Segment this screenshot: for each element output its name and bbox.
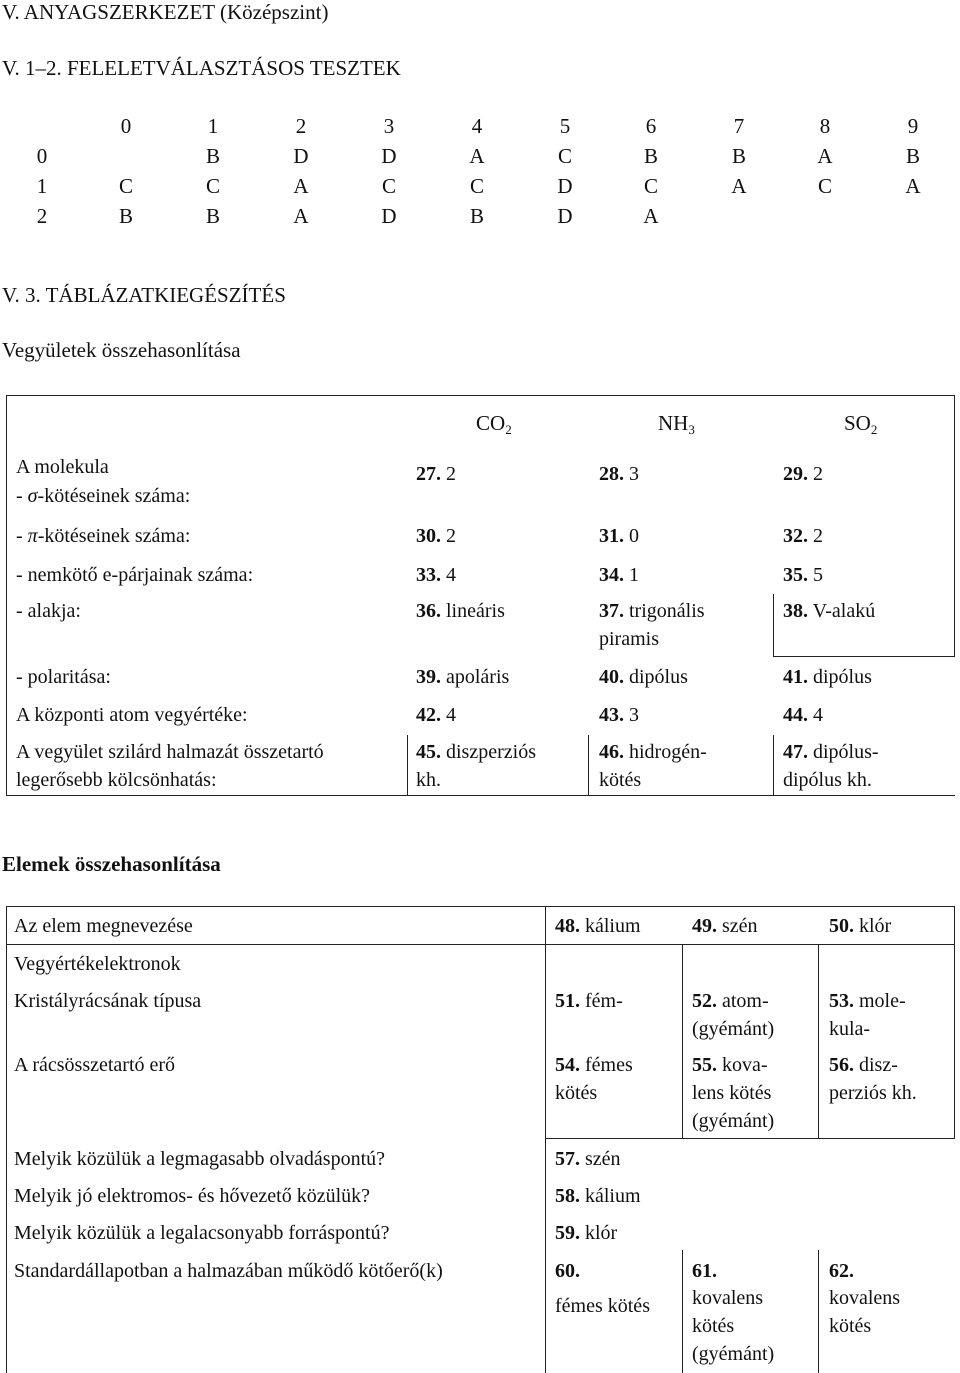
grid-header: 9 bbox=[907, 114, 919, 138]
elements-heading: Elemek összehasonlítása bbox=[2, 852, 221, 876]
grid-header: 3 bbox=[383, 114, 395, 138]
grid-cell: B bbox=[118, 204, 133, 228]
grid-cell: D bbox=[557, 174, 573, 198]
cell: 38. V-alakú bbox=[783, 600, 876, 622]
grid-cell: D bbox=[293, 144, 309, 168]
page-title: V. ANYAGSZERKEZET (Középszint) bbox=[2, 0, 329, 24]
row-label-shape: - alakja: bbox=[16, 600, 81, 622]
grid-cell: D bbox=[381, 144, 397, 168]
cell: 60. bbox=[555, 1260, 580, 1282]
cell: 52. atom- bbox=[692, 990, 769, 1012]
grid-header: 4 bbox=[471, 114, 483, 138]
cell: 50. klór bbox=[829, 915, 892, 937]
grid-header: 2 bbox=[295, 114, 307, 138]
grid-cell: A bbox=[293, 204, 309, 228]
cell-line2: kötés bbox=[555, 1082, 598, 1104]
cell-line2: kovalens bbox=[829, 1287, 901, 1309]
grid-cell: A bbox=[731, 174, 747, 198]
cell-line2: kula- bbox=[829, 1018, 871, 1040]
row-label-molecule: A molekula bbox=[16, 456, 109, 478]
row-label-pi: - π-kötéseinek száma: bbox=[16, 525, 191, 547]
cell: 44. 4 bbox=[783, 704, 823, 726]
grid-cell: B bbox=[731, 144, 746, 168]
row-label: Az elem megnevezése bbox=[14, 915, 193, 937]
grid-cell: B bbox=[905, 144, 920, 168]
cell: 31. 0 bbox=[599, 525, 639, 547]
column-header-nh3: $NH_3$ bbox=[658, 411, 695, 437]
cell: 36. lineáris bbox=[416, 600, 505, 622]
row-label-interaction: A vegyület szilárd halmazát összetartó bbox=[16, 741, 324, 763]
cell-line2: dipólus kh. bbox=[783, 769, 872, 791]
cell: 58. kálium bbox=[555, 1185, 641, 1207]
row-label: Melyik jó elektromos- és hővezető közülük? bbox=[14, 1185, 371, 1207]
row-label-polarity: - polaritása: bbox=[16, 666, 111, 688]
row-label-interaction-line2: legerősebb kölcsönhatás: bbox=[16, 769, 217, 791]
grid-cell: C bbox=[381, 174, 396, 198]
row-label-lone-pairs: - nemkötő e-párjainak száma: bbox=[16, 564, 254, 586]
cell: 29. 2 bbox=[783, 463, 823, 485]
section-heading-3: V. 3. TÁBLÁZATKIEGÉSZÍTÉS bbox=[2, 283, 286, 307]
cell: 34. 1 bbox=[599, 564, 639, 586]
cell: 27. 2 bbox=[416, 463, 456, 485]
cell: 57. szén bbox=[555, 1148, 621, 1170]
grid-cell: A bbox=[817, 144, 833, 168]
grid-cell: D bbox=[381, 204, 397, 228]
grid-cell: D bbox=[557, 204, 573, 228]
cell-line2: kovalens bbox=[692, 1287, 764, 1309]
section-heading-1-2: V. 1–2. FELELETVÁLASZTÁSOS TESZTEK bbox=[2, 56, 401, 80]
cell: 41. dipólus bbox=[783, 666, 872, 688]
grid-cell: B bbox=[469, 204, 484, 228]
grid-header: 8 bbox=[819, 114, 831, 138]
cell: 45. diszperziós bbox=[416, 741, 536, 763]
row-label: Vegyértékelektronok bbox=[14, 953, 181, 975]
grid-header: 6 bbox=[645, 114, 657, 138]
cell-line2: kh. bbox=[416, 769, 441, 791]
grid-cell: A bbox=[469, 144, 485, 168]
grid-row-label: 2 bbox=[36, 204, 48, 228]
column-header-co2: $CO_2$ bbox=[476, 411, 512, 437]
cell-line2: (gyémánt) bbox=[692, 1018, 775, 1040]
row-label: Kristályrácsának típusa bbox=[14, 990, 202, 1012]
grid-header: 7 bbox=[733, 114, 745, 138]
grid-cell: C bbox=[557, 144, 572, 168]
cell-line2: perziós kh. bbox=[829, 1082, 917, 1104]
grid-cell: B bbox=[205, 144, 220, 168]
row-label-sigma: - σ-kötéseinek száma: bbox=[16, 485, 191, 507]
cell: 33. 4 bbox=[416, 564, 456, 586]
cell: 55. kova- bbox=[692, 1054, 768, 1076]
cell: 28. 3 bbox=[599, 463, 639, 485]
cell: 46. hidrogén- bbox=[599, 741, 707, 763]
cell: 42. 4 bbox=[416, 704, 456, 726]
cell: 48. kálium bbox=[555, 915, 641, 937]
grid-header: 5 bbox=[559, 114, 571, 138]
grid-header: 1 bbox=[207, 114, 219, 138]
grid-cell: C bbox=[469, 174, 484, 198]
compounds-heading: Vegyületek összehasonlítása bbox=[2, 338, 241, 362]
grid-cell: C bbox=[205, 174, 220, 198]
cell: 49. szén bbox=[692, 915, 758, 937]
cell-line2: kötés bbox=[599, 769, 642, 791]
cell: 43. 3 bbox=[599, 704, 639, 726]
cell: 62. bbox=[829, 1260, 854, 1282]
cell: 61. bbox=[692, 1260, 717, 1282]
grid-cell: A bbox=[643, 204, 659, 228]
cell-line3: kötés bbox=[692, 1315, 735, 1337]
grid-cell: C bbox=[118, 174, 133, 198]
row-label-valence: A központi atom vegyértéke: bbox=[16, 704, 248, 726]
grid-row-label: 0 bbox=[36, 144, 48, 168]
cell: 32. 2 bbox=[783, 525, 823, 547]
row-label: Standardállapotban a halmazában működő kötőerő(k) bbox=[14, 1260, 443, 1282]
grid-cell: A bbox=[905, 174, 921, 198]
grid-cell: C bbox=[817, 174, 832, 198]
cell: 35. 5 bbox=[783, 564, 823, 586]
grid-cell: A bbox=[293, 174, 309, 198]
column-header-so2: $SO_2$ bbox=[844, 411, 878, 437]
cell: 56. disz- bbox=[829, 1054, 898, 1076]
cell: 53. mole- bbox=[829, 990, 906, 1012]
cell-line3: (gyémánt) bbox=[692, 1110, 775, 1132]
cell-line2: piramis bbox=[599, 628, 659, 650]
answer-grid bbox=[0, 0, 960, 240]
cell: 39. apoláris bbox=[416, 666, 510, 688]
row-label: Melyik közülük a legalacsonyabb forráspontú? bbox=[14, 1222, 390, 1244]
row-label: Melyik közülük a legmagasabb olvadáspontú? bbox=[14, 1148, 386, 1170]
cell: 51. fém- bbox=[555, 990, 623, 1012]
cell-line4: (gyémánt) bbox=[692, 1343, 775, 1365]
cell-line2: fémes kötés bbox=[555, 1295, 650, 1317]
grid-cell: B bbox=[205, 204, 220, 228]
cell: 30. 2 bbox=[416, 525, 456, 547]
cell: 59. klór bbox=[555, 1222, 618, 1244]
row-label: A rácsösszetartó erő bbox=[14, 1054, 176, 1076]
grid-cell: B bbox=[643, 144, 658, 168]
grid-row-label: 1 bbox=[36, 174, 48, 198]
grid-header: 0 bbox=[120, 114, 132, 138]
grid-cell: C bbox=[643, 174, 658, 198]
cell: 37. trigonális bbox=[599, 600, 705, 622]
cell: 54. fémes bbox=[555, 1054, 633, 1076]
cell: 40. dipólus bbox=[599, 666, 688, 688]
cell-line2: lens kötés bbox=[692, 1082, 772, 1104]
cell: 47. dipólus- bbox=[783, 741, 879, 763]
cell-line3: kötés bbox=[829, 1315, 872, 1337]
